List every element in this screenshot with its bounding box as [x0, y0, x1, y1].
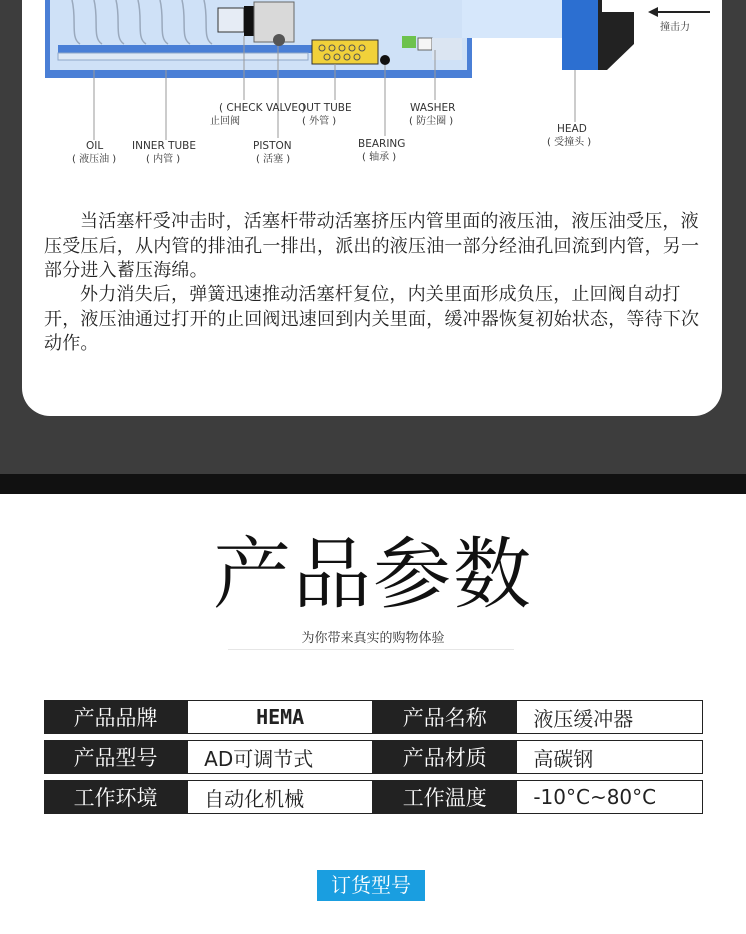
- param-value: 自动化机械: [187, 780, 373, 814]
- param-key: 产品型号: [44, 740, 187, 774]
- section-title: 产品参数: [212, 530, 533, 620]
- inner-tube-stripe: [58, 45, 318, 53]
- rod-light-plate: [462, 0, 562, 38]
- param-value: 液压缓冲器: [516, 700, 703, 734]
- head-label-cn: ( 受撞头 ): [547, 137, 592, 148]
- inner-tube-label-en: INNER TUBE: [132, 140, 197, 152]
- bearing-label-cn: ( 轴承 ): [362, 152, 397, 163]
- param-key: 工作环境: [44, 780, 187, 814]
- inner-tube-label-cn: ( 内管 ): [146, 154, 181, 165]
- force-label: 撞击力: [660, 22, 690, 33]
- washer-label-en: WASHER: [410, 102, 456, 114]
- head-label-en: HEAD: [557, 123, 587, 135]
- order-model-label: 订货型号: [317, 870, 425, 901]
- check-valve-label-en: ( CHECK VALVE ): [219, 102, 306, 114]
- description-paragraph-1: 当活塞杆受冲击时，活塞杆带动活塞挤压内管里面的液压油，液压油受压，液压受压后，从内管的排油孔一排出，派出的液压油一部分经油孔回流到内管，另一部分进入蓄压海绵。: [44, 211, 700, 281]
- piston-ring: [273, 34, 285, 46]
- force-arrowhead: [648, 7, 658, 17]
- washer-label-cn: ( 防尘圈 ): [409, 116, 454, 127]
- param-key: 产品材质: [373, 740, 516, 774]
- check-valve-label-cn: 止回阀: [210, 116, 240, 127]
- oil-label-en: OIL: [86, 140, 104, 152]
- washer-white: [418, 38, 432, 50]
- params-row: [44, 780, 703, 814]
- params-row: [44, 700, 703, 734]
- washer-green: [402, 36, 416, 48]
- param-value: -10°C~80°C: [516, 780, 703, 814]
- piston-label-cn: ( 活塞 ): [256, 154, 291, 165]
- subtitle-divider: [228, 649, 514, 650]
- buffer-structure-diagram: [22, 0, 722, 200]
- oil-label-cn: ( 液压油 ): [72, 154, 117, 165]
- inner-tube-light: [58, 53, 308, 60]
- out-tube-label-en: OUT TUBE: [298, 102, 352, 114]
- description-paragraph-2: 外力消失后，弹簧迅速推动活塞杆复位，内关里面形成负压，止回阀自动打开，液压油通过打开的止回阀迅速回到内关里面，缓冲器恢复初始状态，等待下次动作。: [44, 284, 700, 354]
- param-value: AD可调节式: [187, 740, 373, 774]
- dark-divider-band: [0, 474, 746, 494]
- rod-end: [432, 38, 462, 60]
- bearing-label-en: BEARING: [358, 138, 406, 150]
- bearing-dot: [380, 55, 390, 65]
- param-value: 高碳钢: [516, 740, 703, 774]
- section-subtitle: 为你带来真实的购物体验: [301, 631, 445, 646]
- out-tube-label-cn: ( 外管 ): [302, 116, 337, 127]
- param-key: 工作温度: [373, 780, 516, 814]
- bearing-block: [312, 40, 378, 64]
- piston-label-en: PISTON: [253, 140, 292, 152]
- head-blue: [562, 0, 598, 70]
- param-key: 产品名称: [373, 700, 516, 734]
- param-key: 产品品牌: [44, 700, 187, 734]
- check-valve-black: [244, 6, 254, 36]
- check-valve-block: [218, 8, 244, 32]
- params-row: [44, 740, 703, 774]
- param-value: HEMA: [187, 700, 373, 734]
- params-table: [44, 694, 703, 820]
- piston-block: [254, 2, 294, 42]
